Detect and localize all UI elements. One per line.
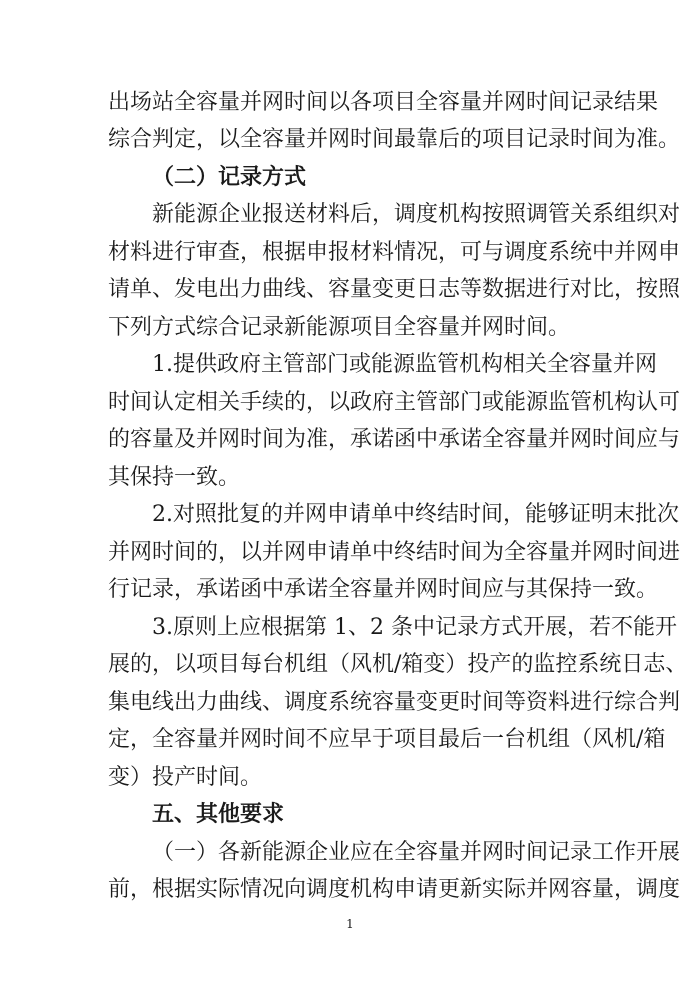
- paragraph-line: 行记录，承诺函中承诺全容量并网时间应与其保持一致。: [108, 577, 659, 602]
- section-heading-record-method: （二）记录方式: [152, 165, 307, 190]
- paragraph-line: 定，全容量并网时间不应早于项目最后一台机组（风机/箱: [108, 727, 666, 752]
- list-item-2: 2.对照批复的并网申请单中终结时间，能够证明末批次: [152, 502, 679, 527]
- paragraph-line: 综合判定，以全容量并网时间最靠后的项目记录时间为准。: [108, 127, 681, 152]
- paragraph-line: 展的，以项目每台机组（风机/箱变）投产的监控系统日志、: [108, 652, 688, 677]
- paragraph-line: 集电线出力曲线、调度系统容量变更时间等资料进行综合判: [108, 690, 681, 715]
- list-item-3: 3.原则上应根据第 1、2 条中记录方式开展，若不能开: [152, 615, 677, 640]
- paragraph-line: 时间认定相关手续的，以政府主管部门或能源监管机构认可: [108, 390, 681, 415]
- paragraph-line: 变）投产时间。: [108, 765, 263, 790]
- paragraph-line: 前，根据实际情况向调度机构申请更新实际并网容量，调度: [108, 877, 681, 902]
- paragraph-line: 并网时间的，以并网申请单中终结时间为全容量并网时间进: [108, 540, 681, 565]
- paragraph-line: 的容量及并网时间为准，承诺函中承诺全容量并网时间应与: [108, 427, 681, 452]
- paragraph-line: 其保持一致。: [108, 465, 241, 490]
- list-item-1: 1.提供政府主管部门或能源监管机构相关全容量并网: [152, 352, 657, 377]
- paragraph-line: （一）各新能源企业应在全容量并网时间记录工作开展: [152, 840, 681, 865]
- section-heading-other-requirements: 五、其他要求: [152, 802, 285, 827]
- paragraph-line: 材料进行审查，根据申报材料情况，可与调度系统中并网申: [108, 240, 681, 265]
- page-number: 1: [346, 917, 354, 931]
- paragraph-line: 新能源企业报送材料后，调度机构按照调管关系组织对: [152, 202, 681, 227]
- paragraph-line: 下列方式综合记录新能源项目全容量并网时间。: [108, 315, 571, 340]
- paragraph-line: 出场站全容量并网时间以各项目全容量并网时间记录结果: [108, 90, 659, 115]
- paragraph-line: 请单、发电出力曲线、容量变更日志等数据进行对比，按照: [108, 277, 681, 302]
